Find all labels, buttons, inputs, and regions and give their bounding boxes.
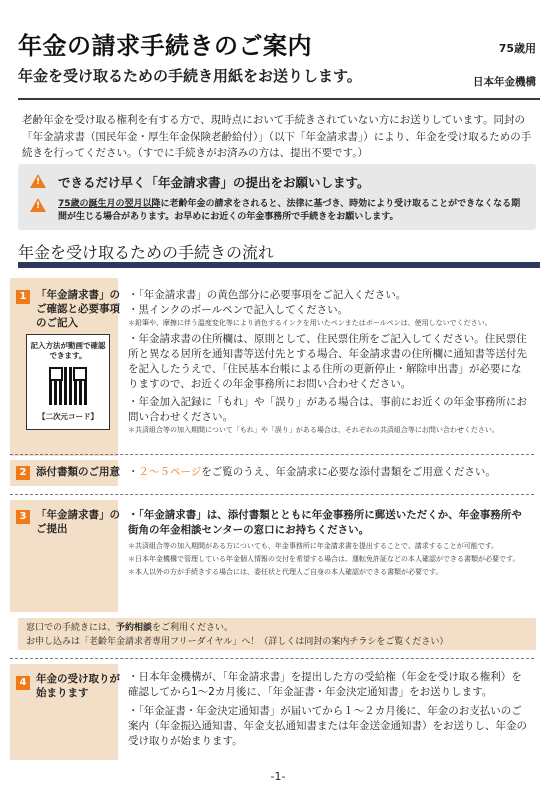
step-label: 年金の受け取りが始まります <box>36 673 120 699</box>
step-divider <box>10 658 534 659</box>
header-divider <box>18 98 540 100</box>
page-title: 年金の請求手続きのご案内 <box>18 32 312 60</box>
step-3-note: ＊日本年金機構で管理している年金個人情報の交付を希望する場合は、運転免許証などの本人確認ができる書類が必要です。 <box>128 555 520 563</box>
alert-box <box>18 164 536 230</box>
alert-main-row <box>30 174 370 191</box>
step-1-line-1: ・「年金請求書」の黄色部分に必要事項をご記入ください。 <box>128 289 407 301</box>
step-3-note: ＊本人以外の方が手続きする場合には、委任状と代理人ご自身の本人確認ができる書類が必要です。 <box>128 568 443 576</box>
warning-icon <box>30 174 46 188</box>
counter-line-2: お申し込みは「老齢年金請求者専用フリーダイヤル」へ！（詳しくは同封の案内チラシをご覧ください） <box>26 637 449 647</box>
step-divider <box>10 454 534 455</box>
step-number: 1 <box>16 290 30 304</box>
step-number: 4 <box>16 676 30 690</box>
alert-sub-underlined: 75歳の誕生月の翌月以降 <box>58 199 161 209</box>
page-number: -1- <box>270 770 286 783</box>
step-4 <box>10 664 534 760</box>
alert-sub-rest: に老齢年金の請求をされると、法律に基づき、時効により受け取ることができなくなる期間が生じる場合があります。お早めにお近くの年金事務所で手続きをお願いします。 <box>58 199 521 222</box>
pages-link[interactable]: ２～５ページ <box>138 466 202 478</box>
step-1-para-2: ・年金請求書の住所欄は、原則として、住民票住所をご記入してください。住民票住所と異なる居所を通知書等送付先とする場合、年金請求書の住所欄に通知書等送付先を記入したうえで、「住民基本台帳による住所の更新停止・解除申出書」が必要になりますので、お近くの年金事務所にお問い合わせください。 <box>128 333 527 390</box>
step-1-note-2: ＊共済組合等の加入期間について「もれ」や「誤り」がある場合は、それぞれの共済組合等にお問い合わせください。 <box>128 426 499 434</box>
step-label: 添付書類のご用意 <box>36 466 120 478</box>
counter-line-1-post: をご利用ください。 <box>152 623 234 633</box>
warning-icon <box>30 198 46 212</box>
step-3-note: ＊共済組合等の加入期間がある方についても、年金事務所に年金請求書を提出することで、請求することが可能です。 <box>128 542 499 550</box>
step-3 <box>10 500 534 612</box>
step-3-main: ・「年金請求書」は、添付書類とともに年金事務所に郵送いただくか、年金事務所や街角の年金相談センターの窓口にお持ちください。 <box>128 509 522 536</box>
qr-code-image[interactable] <box>49 367 87 405</box>
step-body <box>128 288 530 436</box>
counter-line-1-bold: 予約相談 <box>116 623 153 633</box>
step-2-text: をご覧のうえ、年金請求に必要な添付書類をご用意ください。 <box>201 466 496 478</box>
step-number: 2 <box>16 466 30 480</box>
step-4-para-2: ・「年金証書・年金決定通知書」が届いてから１～２カ月後に、年金のお支払いのご案内（年金振込通知書、年金支払通知書または年金送金通知書）をお送りし、年金の受け取りが始まります。 <box>128 705 527 747</box>
flow-section-bar <box>18 262 540 268</box>
flow-section-title: 年金を受け取るための手続きの流れ <box>18 243 275 262</box>
step-label: 「年金請求書」のご提出 <box>36 509 120 535</box>
counter-info-box <box>18 618 536 650</box>
alert-sub-text <box>58 198 526 224</box>
step-divider <box>10 494 534 495</box>
counter-line-1 <box>26 621 528 635</box>
step-4-para-1: ・日本年金機構が、「年金請求書」を提出した方の受給権（年金を受け取る権利）を確認してから1～2カ月後に、「年金証書・年金決定通知書」をお送りします。 <box>128 671 522 698</box>
step-1-para-3: ・年金加入記録に「もれ」や「誤り」がある場合は、事前にお近くの年金事務所にお問い合わせください。 <box>128 396 527 423</box>
step-number: 3 <box>16 510 30 524</box>
intro-paragraph: 老齢年金を受け取る権利を有する方で、現時点において手続きされていない方にお送りしています。同封の「年金請求書（国民年金・厚生年金保険老齢給付）」（以下「年金請求書」）により、年金を受け取るための手続きを行ってください。（すでに手続きがお済みの方は、提出不要です。） <box>22 114 532 159</box>
header <box>18 26 540 86</box>
step-body <box>128 670 530 749</box>
counter-line-1-pre: 窓口での手続きには、 <box>26 623 117 633</box>
step-1-line-2: ・黒インクのボールペンで記入してください。 <box>128 304 349 316</box>
step-2 <box>10 460 534 486</box>
agency-name: 日本年金機構 <box>473 76 536 88</box>
qr-instruction: 記入方法が動画で確認できます。 <box>30 341 106 360</box>
alert-sub-row <box>30 198 526 224</box>
step-label: 「年金請求書」のご確認と必要事項のご記入 <box>36 289 120 329</box>
step-body: ・２～５ページをご覧のうえ、年金請求に必要な添付書類をご用意ください。 <box>128 466 496 478</box>
age-label: 75歳用 <box>498 42 536 55</box>
step-body <box>128 508 530 578</box>
page-subtitle: 年金を受け取るための手続き用紙をお送りします。 <box>18 67 362 85</box>
qr-code-box[interactable] <box>26 334 110 430</box>
alert-main-text: できるだけ早く「年金請求書」の提出をお願いします。 <box>58 175 370 190</box>
qr-caption: 【二次元コード】 <box>38 412 98 421</box>
step-1-note-1: ＊鉛筆や、摩擦に伴う温度変化等により消色するインクを用いたペンまたはボールペンは、使用しないでください。 <box>128 319 492 327</box>
